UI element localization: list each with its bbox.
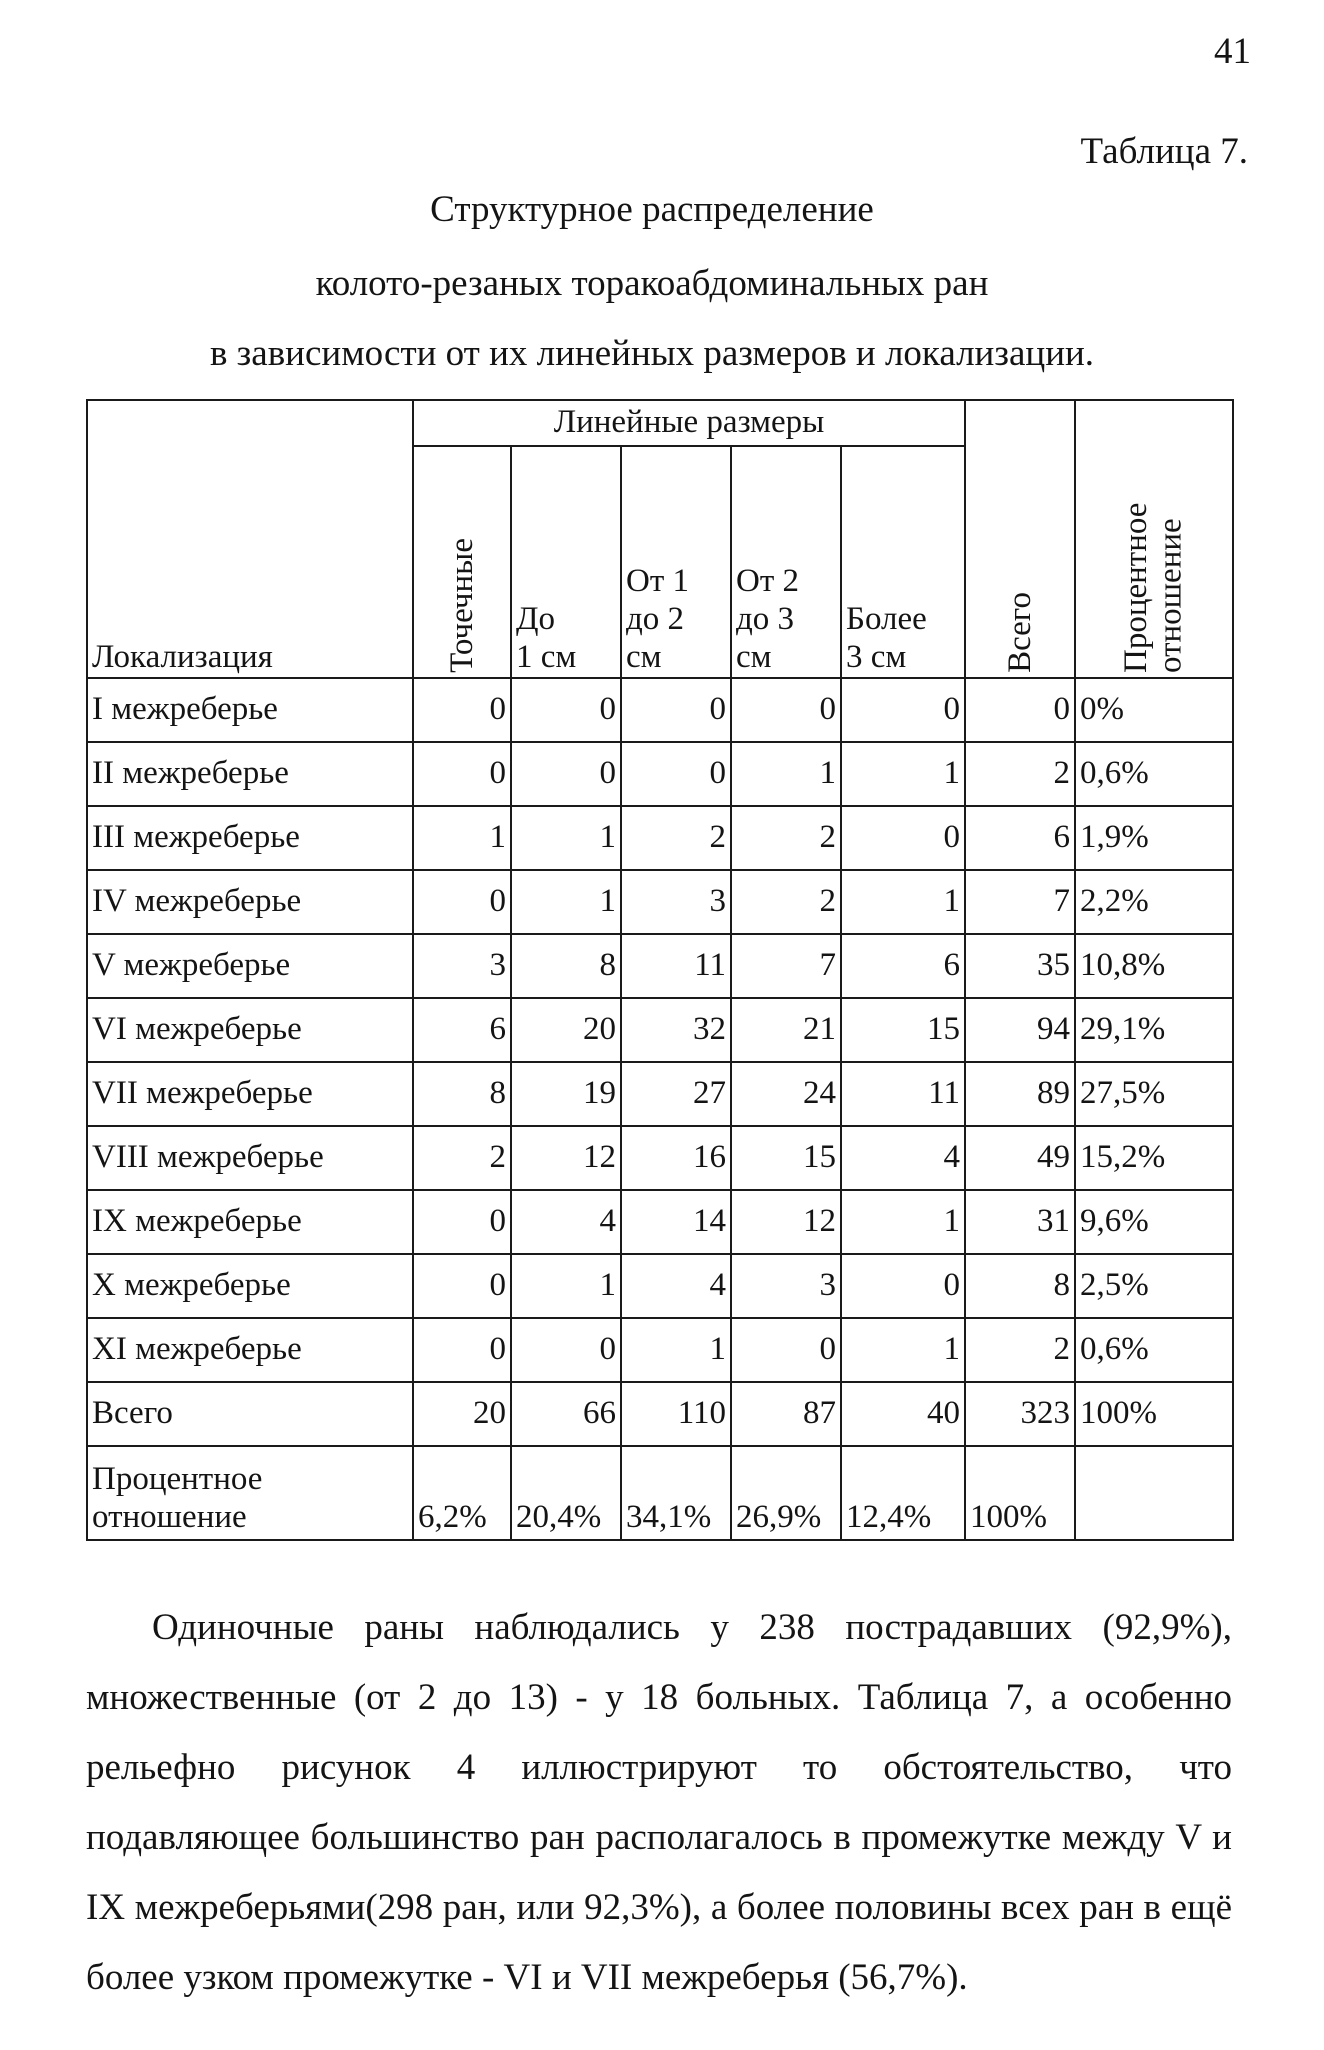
row-value-c2: 0	[511, 1318, 621, 1382]
row-percent: 0,6%	[1075, 1318, 1233, 1382]
row-value-c5: 11	[841, 1062, 965, 1126]
percent-cell-more-3: 12,4%	[841, 1446, 965, 1540]
header-total-text: Всего	[1001, 592, 1038, 673]
header-from-2-to-3cm	[731, 446, 841, 678]
row-value-c5: 1	[841, 1190, 965, 1254]
row-value-c2: 66	[511, 1382, 621, 1446]
row-value-c4: 1	[731, 742, 841, 806]
row-value-c5: 40	[841, 1382, 965, 1446]
row-value-c3: 1	[621, 1318, 731, 1382]
table-label: Таблица 7.	[1080, 131, 1248, 172]
header-from-2-line-1: От 2	[736, 563, 800, 600]
header-linear-sizes: Линейные размеры	[413, 400, 965, 446]
row-percent: 2,5%	[1075, 1254, 1233, 1318]
header-more-3cm	[841, 446, 965, 678]
row-value-c4: 12	[731, 1190, 841, 1254]
row-value-total: 31	[965, 1190, 1075, 1254]
row-value-c4: 2	[731, 870, 841, 934]
row-value-c5: 1	[841, 870, 965, 934]
header-from-1-line-3: см	[626, 639, 662, 676]
row-value-total: 7	[965, 870, 1075, 934]
header-percent	[1075, 400, 1233, 678]
body-paragraph-text: Одиночные раны наблюдались у 238 пострадавших (92,9%), множественные (от 2 до 13) - у 18 больных. Таблица 7, а особенно рельефно рисунок 4 иллюстрируют то обстоятельство, что подавляющее большинство ран располагалось в промежутке между V и IX межреберьями(298 ран, или 92,3%), а более половины всех ран в ещё более узком промежутке - VI и VII межреберья (56,7%).	[86, 1607, 1232, 1998]
row-value-total: 8	[965, 1254, 1075, 1318]
row-value-c2: 12	[511, 1126, 621, 1190]
table-row	[87, 806, 1233, 870]
row-value-c2: 1	[511, 870, 621, 934]
table-row	[87, 998, 1233, 1062]
row-value-c5: 6	[841, 934, 965, 998]
row-percent: 0,6%	[1075, 742, 1233, 806]
header-upto-1cm	[511, 446, 621, 678]
percent-cell-point: 6,2%	[413, 1446, 511, 1540]
row-localization: VIII межреберье	[87, 1126, 413, 1190]
header-percent-text: Процентное отношение	[1118, 502, 1190, 673]
header-localization: Локализация	[87, 400, 413, 678]
row-value-c1: 0	[413, 870, 511, 934]
row-value-c4: 15	[731, 1126, 841, 1190]
row-localization: II межреберье	[87, 742, 413, 806]
row-value-total: 2	[965, 742, 1075, 806]
header-point-text: Точечные	[443, 538, 480, 673]
row-value-total: 89	[965, 1062, 1075, 1126]
row-localization: III межреберье	[87, 806, 413, 870]
header-upto-1cm-line-1: До	[516, 601, 556, 638]
row-localization: X межреберье	[87, 1254, 413, 1318]
row-value-c3: 16	[621, 1126, 731, 1190]
header-row-top	[87, 400, 1233, 446]
row-value-c4: 2	[731, 806, 841, 870]
header-more-3cm-line-1: Более	[846, 601, 927, 638]
table-row	[87, 1318, 1233, 1382]
row-percent: 10,8%	[1075, 934, 1233, 998]
row-value-c2: 20	[511, 998, 621, 1062]
row-value-c5: 15	[841, 998, 965, 1062]
percent-cell-from-1: 34,1%	[621, 1446, 731, 1540]
row-value-c4: 24	[731, 1062, 841, 1126]
row-value-c4: 21	[731, 998, 841, 1062]
table-row	[87, 742, 1233, 806]
row-value-c2: 4	[511, 1190, 621, 1254]
row-localization: XI межреберье	[87, 1318, 413, 1382]
row-localization: V межреберье	[87, 934, 413, 998]
row-value-c5: 0	[841, 1254, 965, 1318]
header-from-2-line-2: до 3	[736, 601, 795, 638]
header-point	[413, 446, 511, 678]
header-from-1-line-2: до 2	[626, 601, 685, 638]
table-row	[87, 1190, 1233, 1254]
table-row	[87, 1382, 1233, 1446]
header-upto-1cm-line-2: 1 см	[516, 639, 577, 676]
row-value-c1: 0	[413, 678, 511, 742]
distribution-table	[86, 399, 1234, 1541]
percent-row-label-line-1: Процентное	[92, 1461, 263, 1498]
row-value-total: 49	[965, 1126, 1075, 1190]
row-localization: VI межреберье	[87, 998, 413, 1062]
row-value-c1: 8	[413, 1062, 511, 1126]
row-value-c2: 8	[511, 934, 621, 998]
table-body	[87, 678, 1233, 1446]
row-value-total: 35	[965, 934, 1075, 998]
table-row	[87, 1062, 1233, 1126]
row-value-c1: 0	[413, 742, 511, 806]
row-localization: I межреберье	[87, 678, 413, 742]
table-row	[87, 934, 1233, 998]
percent-cell-total: 100%	[965, 1446, 1075, 1540]
row-value-c5: 4	[841, 1126, 965, 1190]
row-value-c5: 0	[841, 678, 965, 742]
header-more-3cm-line-2: 3 см	[846, 639, 907, 676]
percent-row-label-line-2: отношение	[92, 1499, 247, 1536]
row-value-c1: 0	[413, 1318, 511, 1382]
table-row	[87, 870, 1233, 934]
header-from-1-line-1: От 1	[626, 563, 690, 600]
table-title-line-2: колото-резаных торакоабдоминальных ран	[315, 263, 989, 304]
percent-cell-upto-1: 20,4%	[511, 1446, 621, 1540]
row-value-c3: 4	[621, 1254, 731, 1318]
percent-row	[87, 1446, 1233, 1540]
row-percent: 15,2%	[1075, 1126, 1233, 1190]
row-value-c3: 3	[621, 870, 731, 934]
row-percent: 0%	[1075, 678, 1233, 742]
row-value-c2: 19	[511, 1062, 621, 1126]
row-value-c1: 6	[413, 998, 511, 1062]
row-value-c4: 7	[731, 934, 841, 998]
percent-row-label	[87, 1446, 413, 1540]
row-value-c2: 1	[511, 806, 621, 870]
row-percent: 9,6%	[1075, 1190, 1233, 1254]
body-paragraph	[86, 1593, 1232, 2013]
percent-cell-empty	[1075, 1446, 1233, 1540]
row-value-c3: 2	[621, 806, 731, 870]
row-value-c1: 1	[413, 806, 511, 870]
row-percent: 29,1%	[1075, 998, 1233, 1062]
row-value-c1: 0	[413, 1254, 511, 1318]
page-number: 41	[1214, 31, 1251, 72]
row-value-c3: 0	[621, 742, 731, 806]
row-percent: 27,5%	[1075, 1062, 1233, 1126]
row-value-c4: 87	[731, 1382, 841, 1446]
row-percent: 2,2%	[1075, 870, 1233, 934]
row-value-c2: 1	[511, 1254, 621, 1318]
row-value-c3: 110	[621, 1382, 731, 1446]
row-localization: VII межреберье	[87, 1062, 413, 1126]
row-value-total: 2	[965, 1318, 1075, 1382]
row-value-c3: 32	[621, 998, 731, 1062]
table-row	[87, 678, 1233, 742]
row-value-c2: 0	[511, 678, 621, 742]
row-value-c1: 3	[413, 934, 511, 998]
row-value-total: 6	[965, 806, 1075, 870]
row-value-c4: 0	[731, 1318, 841, 1382]
table-row	[87, 1254, 1233, 1318]
table-title-line-3: в зависимости от их линейных размеров и локализации.	[209, 333, 1095, 374]
row-value-total: 94	[965, 998, 1075, 1062]
table-title-line-1: Структурное распределение	[430, 189, 874, 230]
percent-cell-from-2: 26,9%	[731, 1446, 841, 1540]
row-percent: 1,9%	[1075, 806, 1233, 870]
row-percent: 100%	[1075, 1382, 1233, 1446]
row-value-c5: 1	[841, 742, 965, 806]
row-value-c4: 0	[731, 678, 841, 742]
row-value-total: 0	[965, 678, 1075, 742]
row-value-c3: 14	[621, 1190, 731, 1254]
row-value-c1: 20	[413, 1382, 511, 1446]
row-localization: IV межреберье	[87, 870, 413, 934]
row-value-c1: 0	[413, 1190, 511, 1254]
row-value-c5: 1	[841, 1318, 965, 1382]
header-from-2-line-3: см	[736, 639, 772, 676]
row-value-c2: 0	[511, 742, 621, 806]
row-value-c3: 11	[621, 934, 731, 998]
row-localization: Всего	[87, 1382, 413, 1446]
row-value-c1: 2	[413, 1126, 511, 1190]
row-localization: IX межреберье	[87, 1190, 413, 1254]
header-total	[965, 400, 1075, 678]
row-value-c3: 27	[621, 1062, 731, 1126]
table-row	[87, 1126, 1233, 1190]
row-value-c4: 3	[731, 1254, 841, 1318]
header-from-1-to-2cm	[621, 446, 731, 678]
row-value-c5: 0	[841, 806, 965, 870]
row-value-c3: 0	[621, 678, 731, 742]
row-value-total: 323	[965, 1382, 1075, 1446]
